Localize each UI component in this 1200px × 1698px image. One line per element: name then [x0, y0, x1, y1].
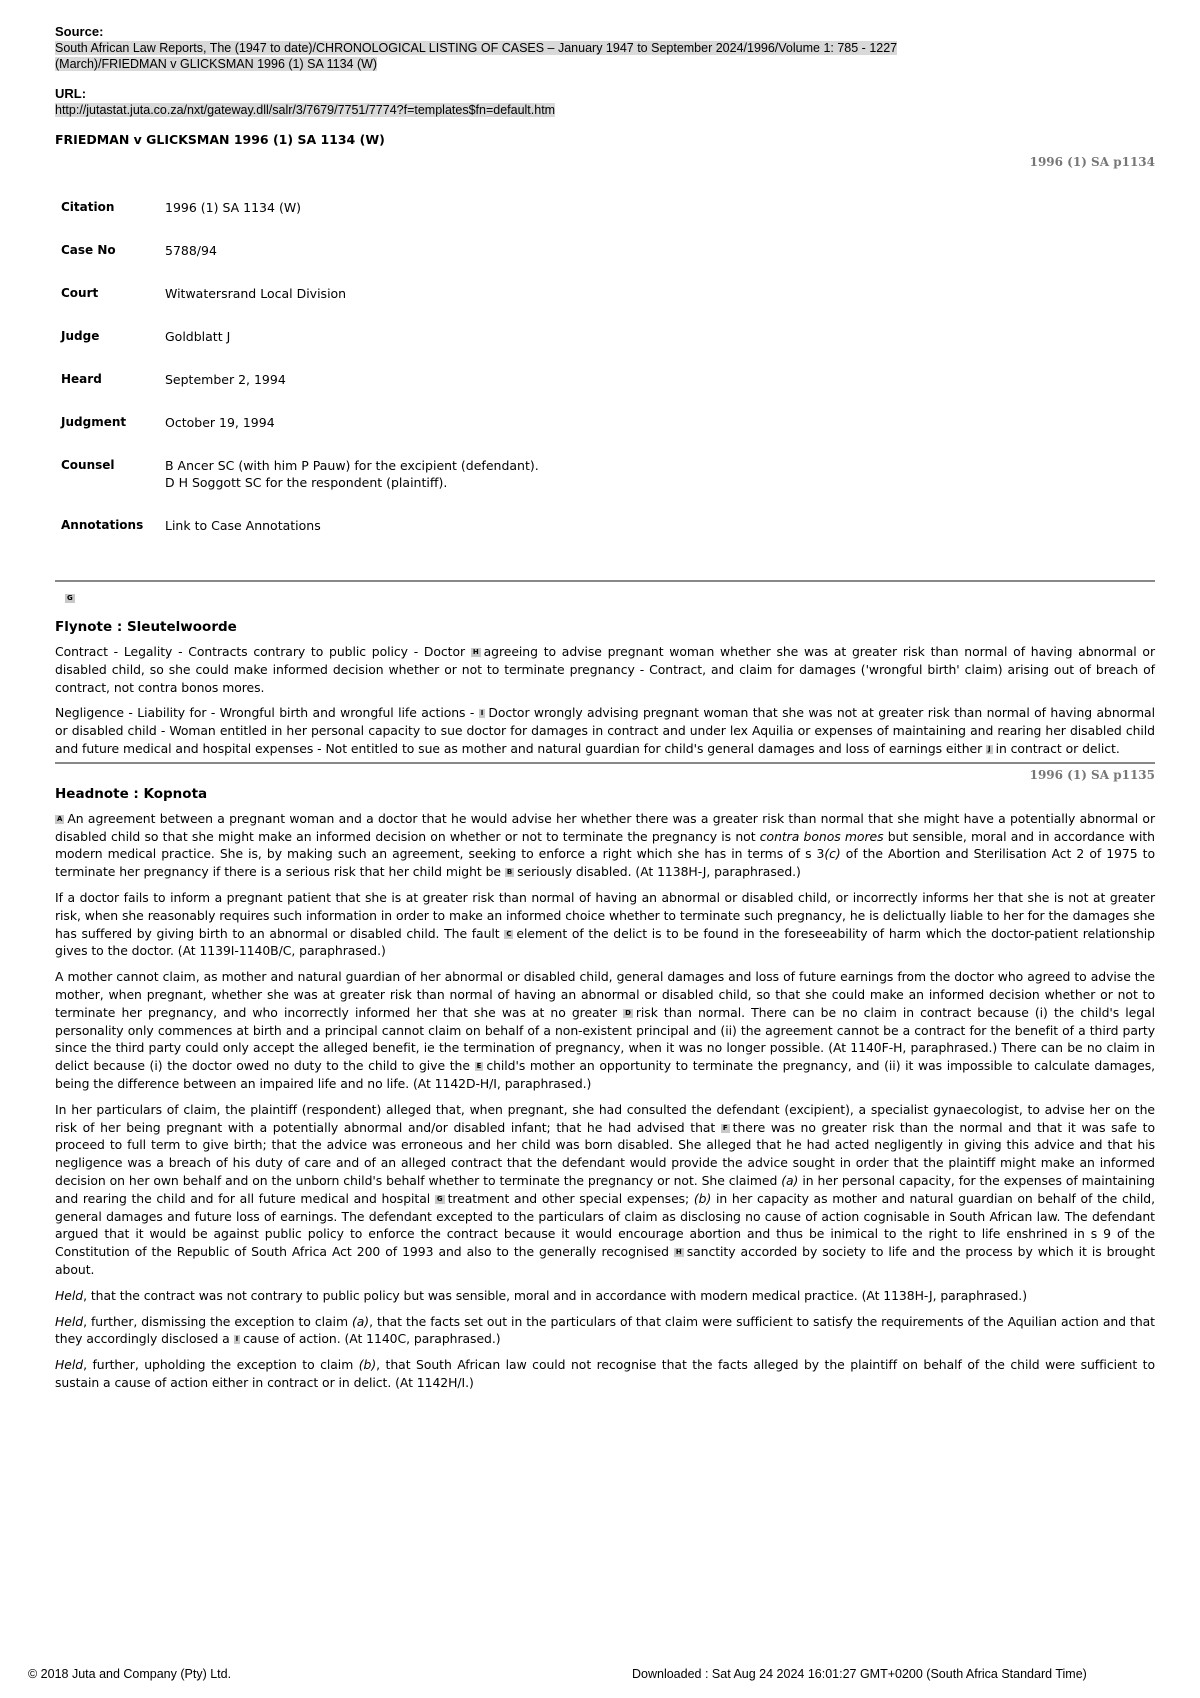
text-run-italic: (b)	[693, 1190, 712, 1206]
text-run: , that the contract was not contrary to public policy but was sensible, moral and in accordance with modern medical practice. (At 1138H-J, paraphrased.)	[83, 1287, 1027, 1303]
margin-marker: G	[436, 1194, 443, 1203]
text-run: An agreement between a pregnant woman and a doctor that he would advise her whether there was a greater risk than normal that she might have a potentially abnormal or disabled child so that she might make an informed decision on whether or not to terminate the pregnancy is not	[55, 810, 1155, 844]
counsel-line-2: D H Soggott SC for the respondent (plaintiff).	[165, 475, 448, 490]
text-run: , further, upholding the exception to claim	[83, 1357, 359, 1373]
margin-marker: A	[57, 814, 63, 823]
case-meta-table	[61, 199, 539, 560]
case-title: FRIEDMAN v GLICKSMAN 1996 (1) SA 1134 (W)	[55, 132, 385, 147]
page-ref-1134: 1996 (1) SA p1134	[1029, 155, 1155, 169]
text-run: child's mother an opportunity to terminate the pregnancy, and (ii) it was impossible to calculate damages, being the difference between an impaired life and no life. (At 1142D-H/I, paraphrased.)	[55, 1058, 1155, 1091]
headnote-paragraph-3	[55, 968, 1155, 1093]
source-line-1: South African Law Reports, The (1947 to date)/CHRONOLOGICAL LISTING OF CASES – January 1947 to September 2024/1996/Volume 1: 785 - 1227	[55, 41, 898, 55]
page-ref-1135: 1996 (1) SA p1135	[1029, 767, 1155, 782]
meta-row-counsel	[61, 457, 539, 517]
text-run: agreeing to advise pregnant woman whether she was at greater risk than normal of having abnormal or disabled child, so she could make informed decision whether or not to terminate pregnancy - Contract, and claim for damages ('wrongful birth' claim) arising out of breach of contract, not contra bonos mores.	[55, 644, 1156, 695]
held-paragraph-2	[55, 1313, 1155, 1349]
text-run: , that South African law could not recognise that the facts alleged by the plaintiff on behalf of the child were sufficient to sustain a cause of action either in contract or in delict. (At 1142H/I.)	[55, 1357, 1156, 1390]
margin-marker: D	[625, 1008, 631, 1017]
text-run: in her personal capacity, for the expenses of maintaining and rearing the child and for all future medical and hospital	[55, 1172, 1156, 1206]
text-run: If a doctor fails to inform a pregnant patient that she is at greater risk than normal of having an abnormal or disabled child, or incorrectly informs her that she is not at greater risk, when she reasonably requires such information in order to make an informed choice whether to terminate such pregnancy, he is delictually liable to her for the damages she has suffered by giving birth to an abnormal or disabled child. The fault	[55, 889, 1155, 941]
flynote-paragraph-2	[55, 704, 1155, 757]
meta-key: Judgment	[61, 415, 127, 429]
meta-row-citation	[61, 199, 539, 242]
text-run: sanctity accorded by society to life and the process by which it is brought about.	[55, 1244, 1155, 1277]
text-run: in her capacity as mother and natural guardian on behalf of the child, general damages and future loss of earnings. The defendant excepted to the particulars of claim as disclosing no cause of action cognisable in South African law. The defendant argued that it would be against public policy to enforce the contract because it would encourage abortion and thus be inimical to the right to life enshrined in s 9 of the Constitution of the Republic of South Africa Act 200 of 1993 and also to the generally recognised	[55, 1190, 1155, 1260]
meta-key: Annotations	[61, 518, 144, 532]
headnote-paragraph-1	[55, 810, 1155, 881]
margin-marker: H	[675, 1248, 682, 1257]
text-run: in contract or delict.	[995, 740, 1120, 756]
margin-marker: H	[472, 648, 479, 656]
meta-row-court	[61, 285, 539, 328]
divider	[55, 580, 1155, 582]
meta-row-judge	[61, 328, 539, 371]
meta-key: Heard	[61, 372, 102, 386]
source-line-2: (March)/FRIEDMAN v GLICKSMAN 1996 (1) SA 1134 (W)	[55, 57, 378, 71]
margin-marker: J	[988, 744, 991, 753]
text-run: seriously disabled. (At 1138H-J, paraphrased.)	[517, 864, 801, 880]
text-run: but sensible, moral and in accordance with modern medical practice. She is, by making such an agreement, seeking to enforce a right which she has in terms of s 3	[55, 828, 1155, 862]
meta-key: Judge	[61, 329, 100, 343]
held-word: Held	[55, 1313, 84, 1329]
meta-row-heard	[61, 371, 539, 414]
margin-marker: I	[235, 1335, 239, 1344]
flynote-paragraph-1	[55, 643, 1155, 696]
meta-key: Citation	[61, 200, 115, 214]
meta-row-case-no	[61, 242, 539, 285]
text-run-italic: (a)	[781, 1172, 799, 1188]
flynote-heading: Flynote : Sleutelwoorde	[55, 619, 237, 635]
meta-row-annotations	[61, 517, 539, 560]
meta-value: September 2, 1994	[165, 372, 286, 387]
held-paragraph-3	[55, 1356, 1155, 1392]
divider	[55, 762, 1155, 764]
text-run: there was no greater risk than the normal and that it was safe to proceed to full term to give birth; that the advice was erroneous and her child was born disabled. She alleged that he had acted negligently in giving this advice and that his negligence was a breach of his duty of care and of an alleged contract that the defendant would provide the advice sought in order that the plaintiff might make an informed decision on her own behalf and on the unborn child's behalf whether to terminate the pregnancy or not. She claimed	[55, 1119, 1155, 1188]
meta-value: 1996 (1) SA 1134 (W)	[165, 200, 302, 215]
text-run: , that the facts set out in the particulars of that claim were sufficient to satisfy the requirements of the Aquilian action and that they accordingly disclosed a	[55, 1313, 1155, 1347]
meta-key: Counsel	[61, 458, 115, 472]
margin-marker: F	[722, 1123, 728, 1132]
held-word: Held	[55, 1287, 84, 1303]
source-label: Source:	[55, 24, 104, 39]
margin-marker: G	[67, 594, 73, 602]
meta-value: Goldblatt J	[165, 329, 231, 344]
text-run: of the Abortion and Sterilisation Act 2 of 1975 to terminate her pregnancy if there is a serious risk that her child might be	[55, 846, 1155, 880]
document-page	[55, 24, 1155, 1392]
text-run: element of the delict is to be found in the foreseeability of harm which the doctor-patient relationship gives to the doctor. (At 1139I-1140B/C, paraphrased.)	[55, 925, 1155, 959]
held-paragraph-1	[55, 1287, 1155, 1305]
meta-key: Court	[61, 286, 99, 300]
text-run: Negligence - Liability for - Wrongful birth and wrongful life actions -	[55, 705, 479, 721]
url-link[interactable]: http://jutastat.juta.co.za/nxt/gateway.dll/salr/3/7679/7751/7774?f=templates$fn=default.htm	[55, 103, 556, 117]
margin-marker: I	[480, 709, 484, 718]
annotations-link[interactable]: Link to Case Annotations	[165, 518, 321, 533]
headnote-heading: Headnote : Kopnota	[55, 785, 208, 802]
margin-marker: E	[476, 1062, 482, 1071]
source-text	[55, 40, 1155, 72]
footer-copyright: © 2018 Juta and Company (Pty) Ltd.	[28, 1667, 232, 1681]
footer-downloaded: Downloaded : Sat Aug 24 2024 16:01:27 GMT+0200 (South Africa Standard Time)	[632, 1667, 1087, 1681]
text-run-italic: (b)	[358, 1357, 377, 1373]
text-run: treatment and other special expenses;	[447, 1190, 694, 1206]
text-run: Contract - Legality - Contracts contrary to public policy - Doctor	[55, 644, 471, 659]
meta-value: Witwatersrand Local Division	[165, 286, 347, 301]
margin-marker: B	[506, 868, 513, 877]
url-label: URL:	[55, 86, 87, 101]
url-text[interactable]	[55, 102, 1155, 118]
text-run-italic: (c)	[824, 846, 841, 862]
meta-value: October 19, 1994	[165, 415, 275, 430]
text-run-italic: (a)	[351, 1313, 370, 1329]
text-run: cause of action. (At 1140C, paraphrased.)	[243, 1331, 501, 1347]
text-run: A mother cannot claim, as mother and natural guardian of her abnormal or disabled child, general damages and loss of future earnings from the doctor who agreed to advise the mother, when pregnant, whether she was at greater risk than normal of having an abnormal or disabled child, so that she could make an informed decision whether or not to terminate her pregnancy, and who incorrectly informed her that she was at no greater	[55, 969, 1155, 1020]
headnote-paragraph-4	[55, 1101, 1155, 1279]
text-run-italic: contra bonos mores	[759, 828, 884, 844]
meta-value	[165, 457, 539, 517]
counsel-line-1: B Ancer SC (with him P Pauw) for the excipient (defendant).	[165, 458, 539, 473]
meta-value: 5788/94	[165, 243, 217, 258]
text-run: Doctor wrongly advising pregnant woman that she was not at greater risk than normal of having abnormal or disabled child - Woman entitled in her personal capacity to sue doctor for damages in contract and under lex Aquilia or expenses of maintaining and rearing her disabled child and future medical and hospital expenses - Not entitled to sue as mother and natural guardian for child's general damages and loss of earnings either	[55, 705, 1155, 756]
marker-row	[65, 588, 1155, 607]
held-word: Held	[55, 1357, 84, 1373]
headnote-paragraph-2	[55, 889, 1155, 960]
text-run: , further, dismissing the exception to claim	[83, 1313, 352, 1329]
margin-marker: C	[506, 929, 512, 938]
meta-row-judgment	[61, 414, 539, 457]
meta-key: Case No	[61, 243, 116, 257]
text-run: In her particulars of claim, the plaintiff (respondent) alleged that, when pregnant, she had consulted the defendant (excipient), a specialist gynaecologist, to advise her on the risk of her being pregnant with a potentially abnormal and/or disabled infant; that he had advised that	[55, 1101, 1155, 1135]
text-run: risk than normal. There can be no claim in contract because (i) the child's legal personality only commences at birth and a principal cannot claim on behalf of a non-existent principal and (ii) the agreement cannot be a contract for the benefit of a third party since the third party could only accept the alleged benefit, ie the termination of pregnancy, when it was no longer possible. (At 1140F-H, paraphrased.) There can be no claim in delict because (i) the doctor owed no duty to the child to give the	[55, 1004, 1155, 1074]
